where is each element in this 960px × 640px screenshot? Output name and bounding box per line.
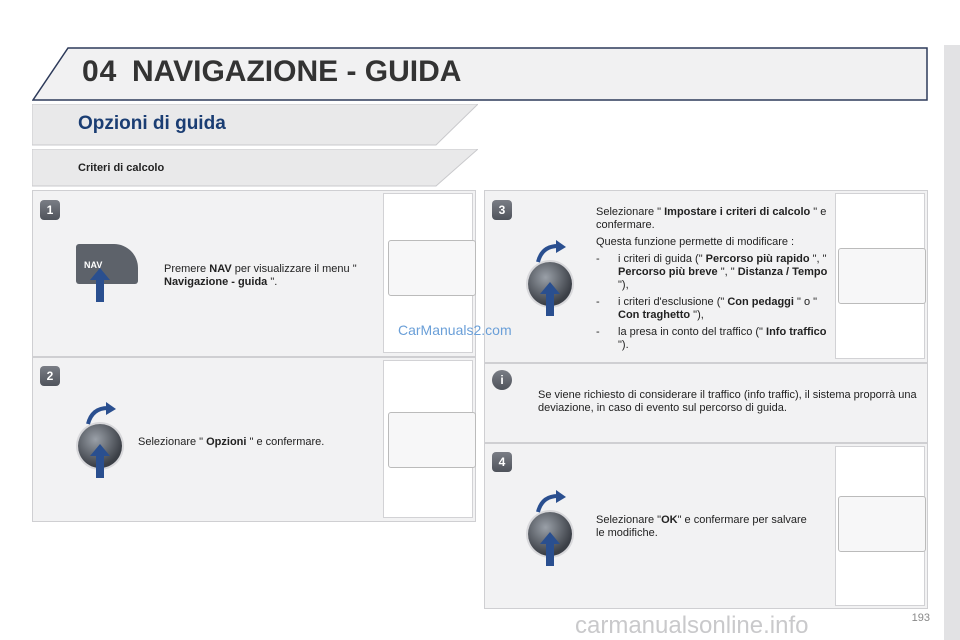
radio-unit-illustration <box>388 240 476 296</box>
nav-key-label: NAV <box>84 260 103 270</box>
list-item: - la presa in conto del traffico (" Info traffico "). <box>596 326 832 352</box>
step-3-desc: Questa funzione permette di modificare : <box>596 236 795 248</box>
press-arrow-icon <box>90 268 110 302</box>
step-2-number: 2 <box>40 366 60 386</box>
step-3-text <box>596 206 832 356</box>
footer-watermark: carmanualsonline.info <box>575 612 809 639</box>
watermark: CarManuals2.com <box>398 322 512 338</box>
info-icon: i <box>492 370 512 390</box>
step-1-text: Premere NAV per visualizzare il menu " Navigazione - guida ". <box>164 263 357 288</box>
press-arrow-icon <box>540 282 560 316</box>
info-text: Se viene richiesto di considerare il traffico (info traffic), il sistema proporrà una deviazione, in caso di evento sul percorso di guida. <box>538 389 917 414</box>
step-4-number: 4 <box>492 452 512 472</box>
rotate-arrow-icon <box>536 490 566 514</box>
page-side-tab <box>944 45 960 640</box>
section-title: Opzioni di guida <box>78 113 226 134</box>
radio-unit-illustration <box>388 412 476 468</box>
press-arrow-icon <box>90 444 110 478</box>
step-2-text: Selezionare " Opzioni " e confermare. <box>138 436 325 448</box>
radio-unit-illustration <box>838 248 926 304</box>
page-number: 193 <box>911 612 930 624</box>
list-item: - i criteri di guida (" Percorso più rapido ", " Percorso più breve ", " Distanza / Tempo "), <box>596 253 832 292</box>
chapter-number: 04 <box>82 55 118 88</box>
step-1-number: 1 <box>40 200 60 220</box>
chapter-title: NAVIGAZIONE - GUIDA <box>132 55 462 88</box>
rotate-arrow-icon <box>536 240 566 264</box>
list-item: - i criteri d'esclusione (" Con pedaggi " o " Con traghetto "), <box>596 296 832 322</box>
step-4-text: Selezionare "OK" e confermare per salvare le modifiche. <box>596 514 807 539</box>
radio-unit-illustration <box>838 496 926 552</box>
press-arrow-icon <box>540 532 560 566</box>
rotate-arrow-icon <box>86 402 116 426</box>
step-3-intro: Selezionare " Impostare i criteri di calcolo " e confermare. <box>596 206 827 231</box>
subsection-title: Criteri di calcolo <box>78 162 165 174</box>
step-3-number: 3 <box>492 200 512 220</box>
